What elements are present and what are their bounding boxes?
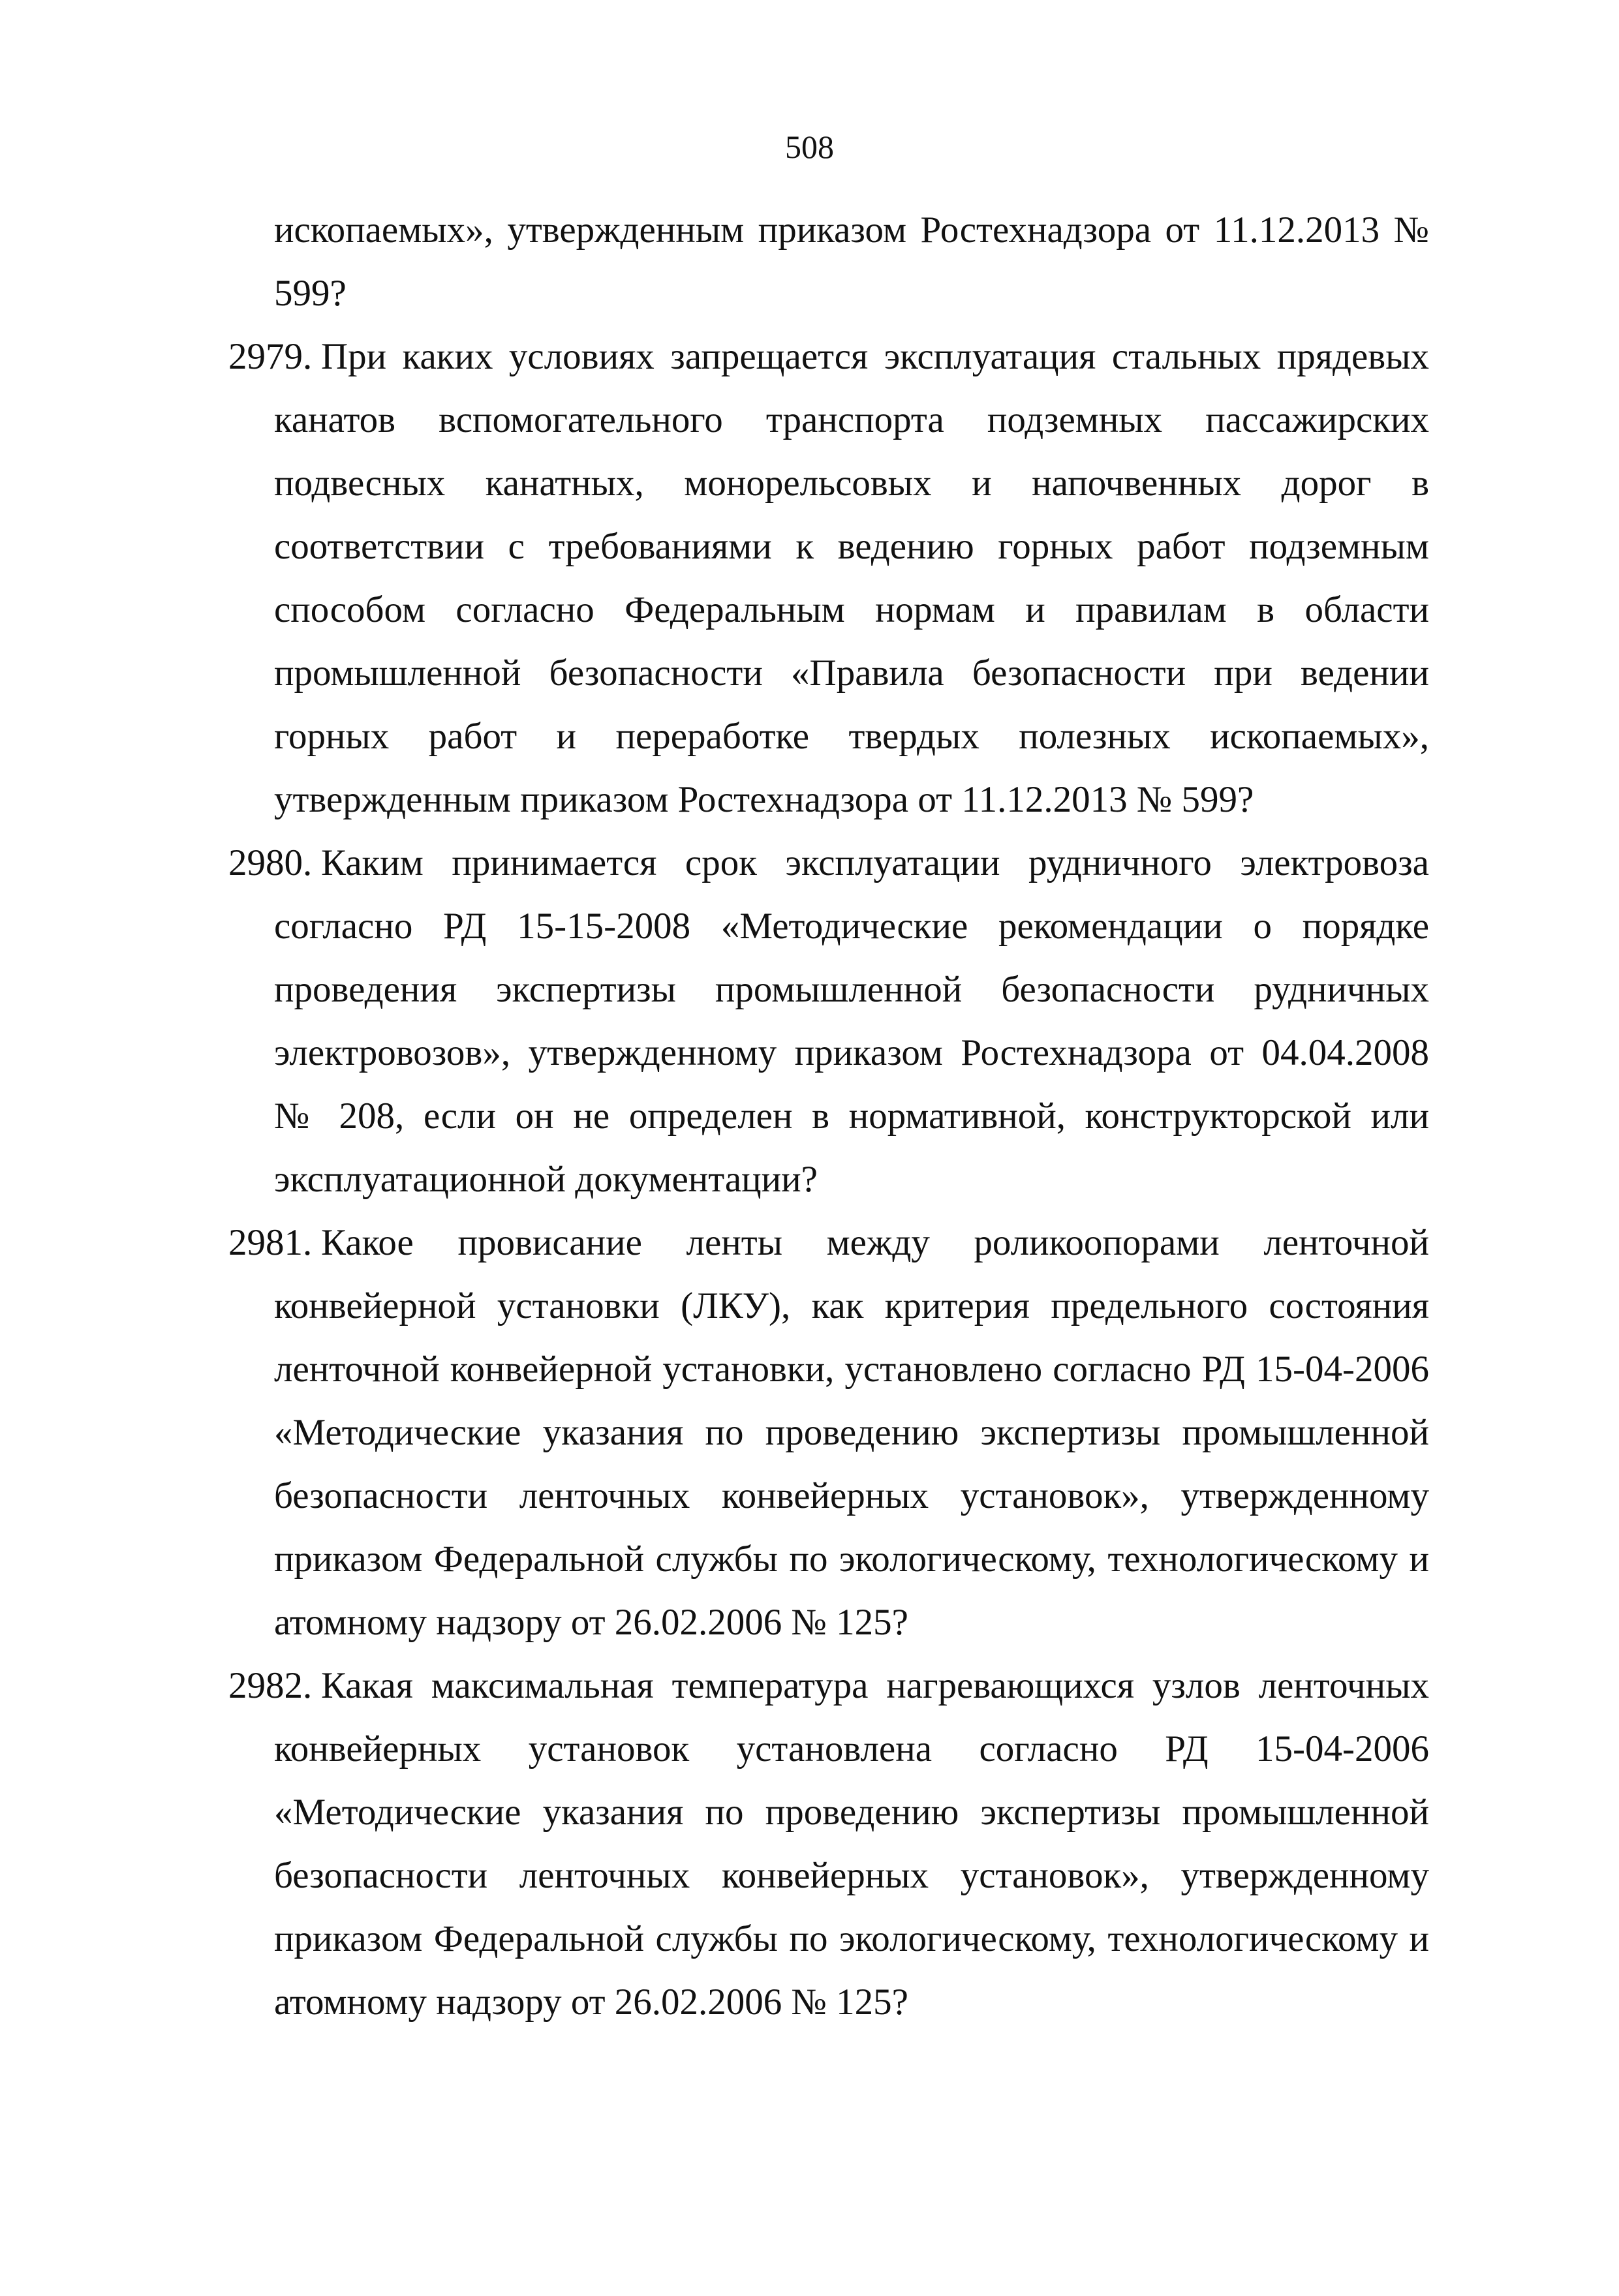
question-2980 <box>228 831 1429 1211</box>
question-text: Какая максимальная температура нагревающихся узлов ленточных конвейерных установок установлена согласно РД 15-04-2006 «Методические указания по проведению экспертизы промышленной безопасности ленточных конвейерных установок», утвержденному приказом Федеральной службы по экологическому, технологическому и атомному надзору от 26.02.2006 № 125? <box>274 1665 1429 2023</box>
question-number: 2981. <box>228 1222 313 1263</box>
question-text: При каких условиях запрещается эксплуатация стальных прядевых канатов вспомогательного транспорта подземных пассажирских подвесных канатных, монорельсовых и напочвенных дорог в соответствии с требованиями к ведению горных работ подземным способом согласно Федеральным нормам и правилам в области промышленной безопасности «Правила безопасности при ведении горных работ и переработке твердых полезных ископаемых», утвержденным приказом Ростехнадзора от 11.12.2013 № 599? <box>274 336 1429 820</box>
question-2982 <box>228 1654 1429 2034</box>
page-number: 508 <box>785 129 834 165</box>
question-text: Каким принимается срок эксплуатации рудничного электровоза согласно РД 15-15-2008 «Методические рекомендации о порядке проведения экспертизы промышленной безопасности рудничных электровозов», утвержденному приказом Ростехнадзора от 04.04.2008 № 208, если он не определен в нормативной, конструкторской или эксплуатационной документации? <box>274 842 1429 1200</box>
question-number: 2982. <box>228 1665 313 1706</box>
question-number: 2980. <box>228 842 313 883</box>
question-text: Какое провисание ленты между роликоопорами ленточной конвейерной установки (ЛКУ), как критерия предельного состояния ленточной конвейерной установки, установлено согласно РД 15-04-2006 «Методические указания по проведению экспертизы промышленной безопасности ленточных конвейерных установок», утвержденному приказом Федеральной службы по экологическому, технологическому и атомному надзору от 26.02.2006 № 125? <box>274 1222 1429 1643</box>
question-2979 <box>228 325 1429 831</box>
document-body <box>228 198 1429 2034</box>
question-2981 <box>228 1211 1429 1654</box>
continuation-paragraph: ископаемых», утвержденным приказом Ростехнадзора от 11.12.2013 № 599? <box>274 209 1429 314</box>
question-number: 2979. <box>228 336 313 377</box>
